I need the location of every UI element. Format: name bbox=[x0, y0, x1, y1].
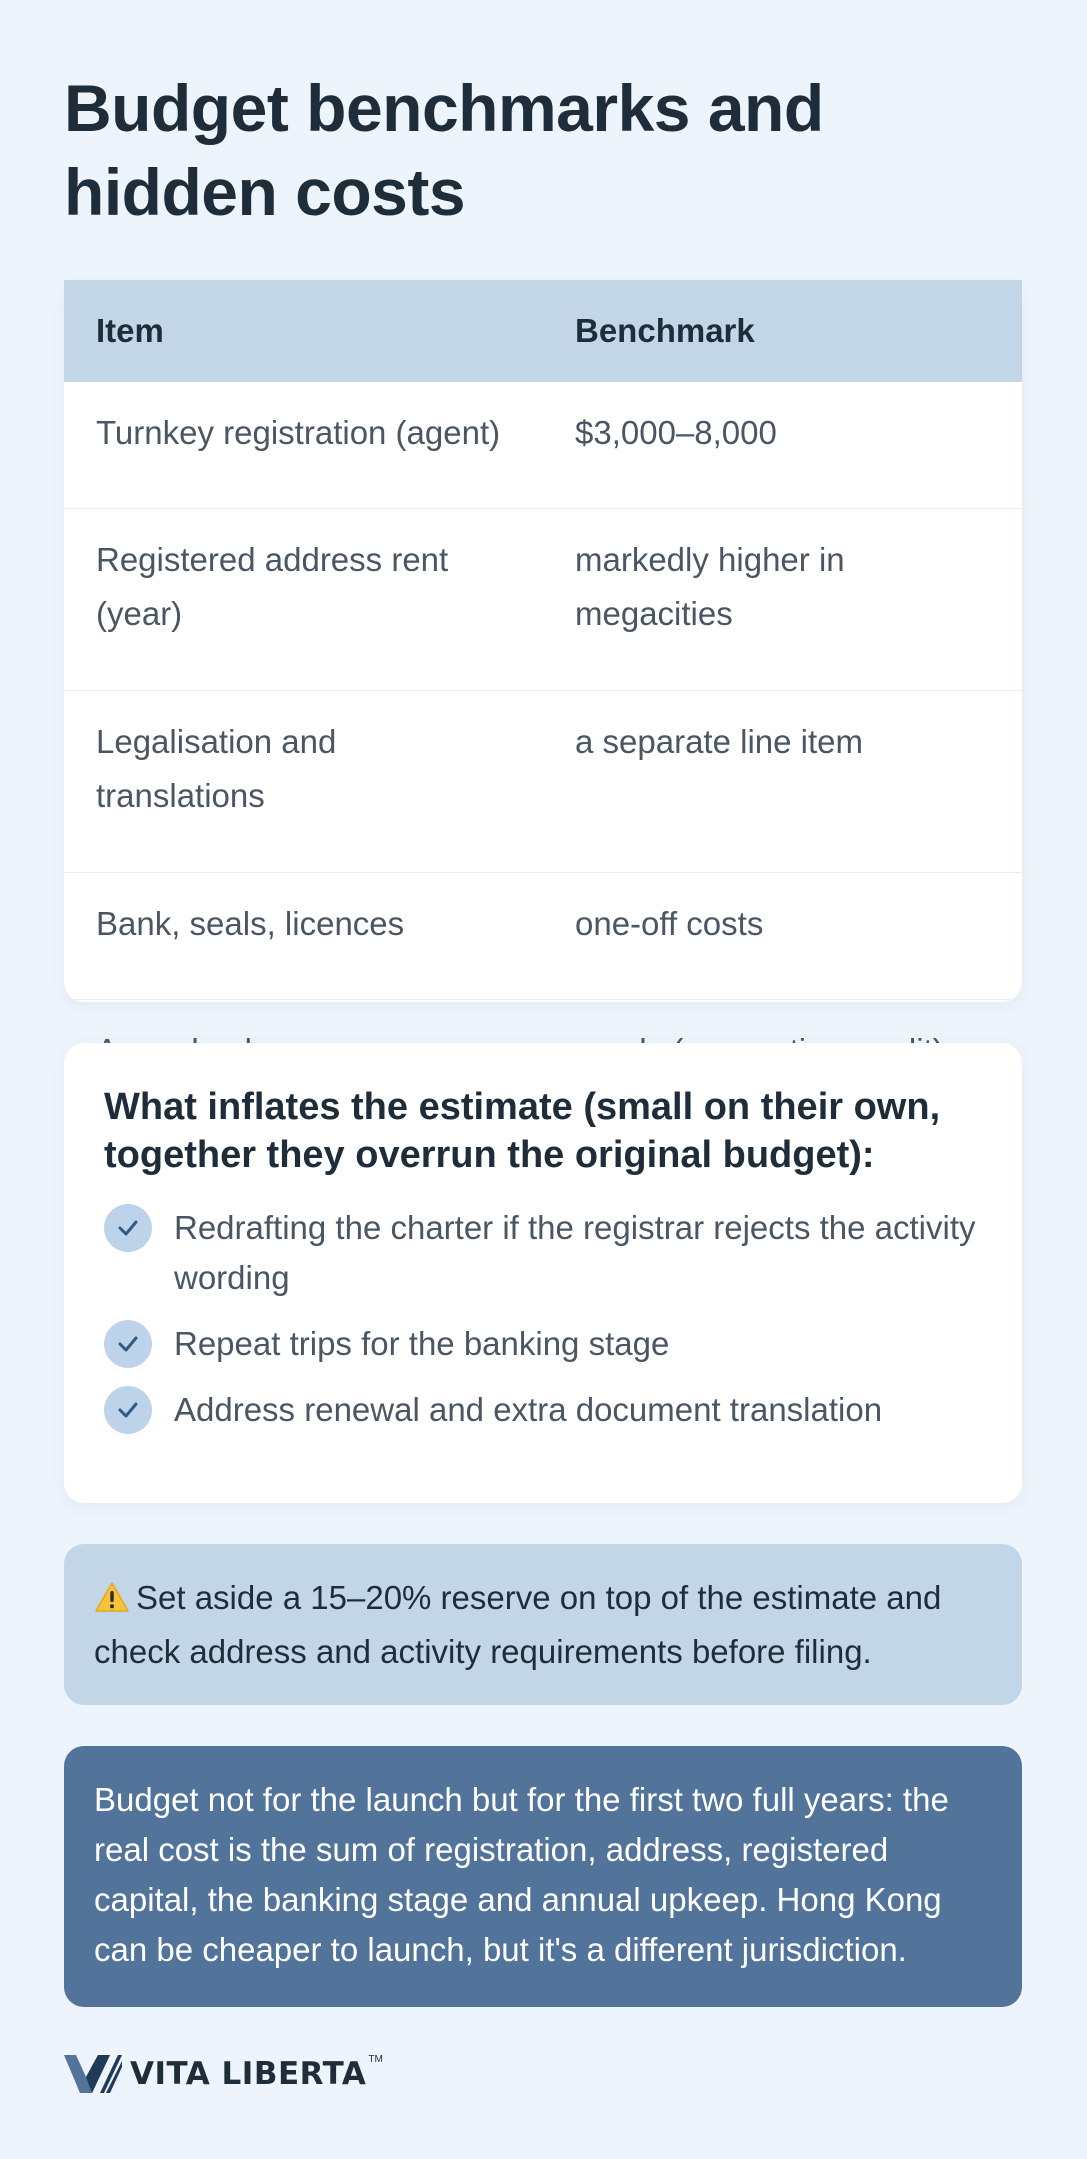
list-item-text: Repeat trips for the banking stage bbox=[174, 1325, 670, 1362]
page-title: Budget benchmarks and hidden costs bbox=[64, 71, 824, 229]
inflators-card bbox=[64, 1043, 1022, 1503]
check-circle-icon bbox=[104, 1386, 152, 1434]
column-header-item: Item bbox=[64, 280, 543, 382]
warning-callout bbox=[64, 1544, 1022, 1705]
table-cell-benchmark: $3,000–8,000 bbox=[575, 414, 777, 451]
logo-wordmark: VITA LIBERTA bbox=[130, 2056, 367, 2092]
benchmarks-table-card bbox=[64, 280, 1022, 1002]
list-item-text: Address renewal and extra document translation bbox=[174, 1391, 883, 1428]
inflators-list bbox=[104, 1203, 984, 1451]
table-cell-item: Bank, seals, licences bbox=[64, 873, 543, 1000]
logo-trademark: TM bbox=[368, 2054, 383, 2065]
table-row bbox=[64, 873, 1022, 1000]
table-cell-benchmark: a separate line item bbox=[543, 691, 1022, 873]
brand-logo bbox=[64, 2052, 383, 2096]
list-item bbox=[104, 1319, 984, 1369]
benchmarks-table bbox=[64, 280, 1022, 1126]
summary-callout bbox=[64, 1746, 1022, 2007]
table-cell-item: Legalisation and translations bbox=[64, 691, 543, 873]
inflators-heading: What inflates the estimate (small on their own, together they overrun the original budget): bbox=[104, 1086, 941, 1176]
list-item-text: Redrafting the charter if the registrar rejects the activity wording bbox=[174, 1209, 976, 1296]
table-cell-benchmark: markedly higher in megacities bbox=[543, 509, 1022, 691]
warning-text: Set aside a 15–20% reserve on top of the estimate and check address and activity requirements before filing. bbox=[94, 1579, 942, 1670]
check-circle-icon bbox=[104, 1204, 152, 1252]
table-row bbox=[64, 509, 1022, 691]
table-row bbox=[64, 691, 1022, 873]
table-cell-item: Registered address rent (year) bbox=[64, 509, 543, 691]
warning-paragraph bbox=[94, 1573, 994, 1677]
summary-text: Budget not for the launch but for the first two full years: the real cost is the sum of registration, address, registered capital, the banking stage and annual upkeep. Hong Kong can be cheaper to launch, but it's a different jurisdiction. bbox=[94, 1781, 949, 1968]
check-circle-icon bbox=[104, 1320, 152, 1368]
column-header-benchmark: Benchmark bbox=[543, 280, 1022, 382]
vita-liberta-logo-icon bbox=[64, 2053, 122, 2095]
list-item bbox=[104, 1385, 984, 1435]
table-cell-benchmark: one-off costs bbox=[543, 873, 1022, 1000]
table-row bbox=[64, 382, 1022, 509]
table-cell-item: Turnkey registration (agent) bbox=[96, 414, 501, 451]
warning-icon bbox=[94, 1577, 130, 1627]
table-header-row bbox=[64, 280, 1022, 382]
list-item bbox=[104, 1203, 984, 1303]
